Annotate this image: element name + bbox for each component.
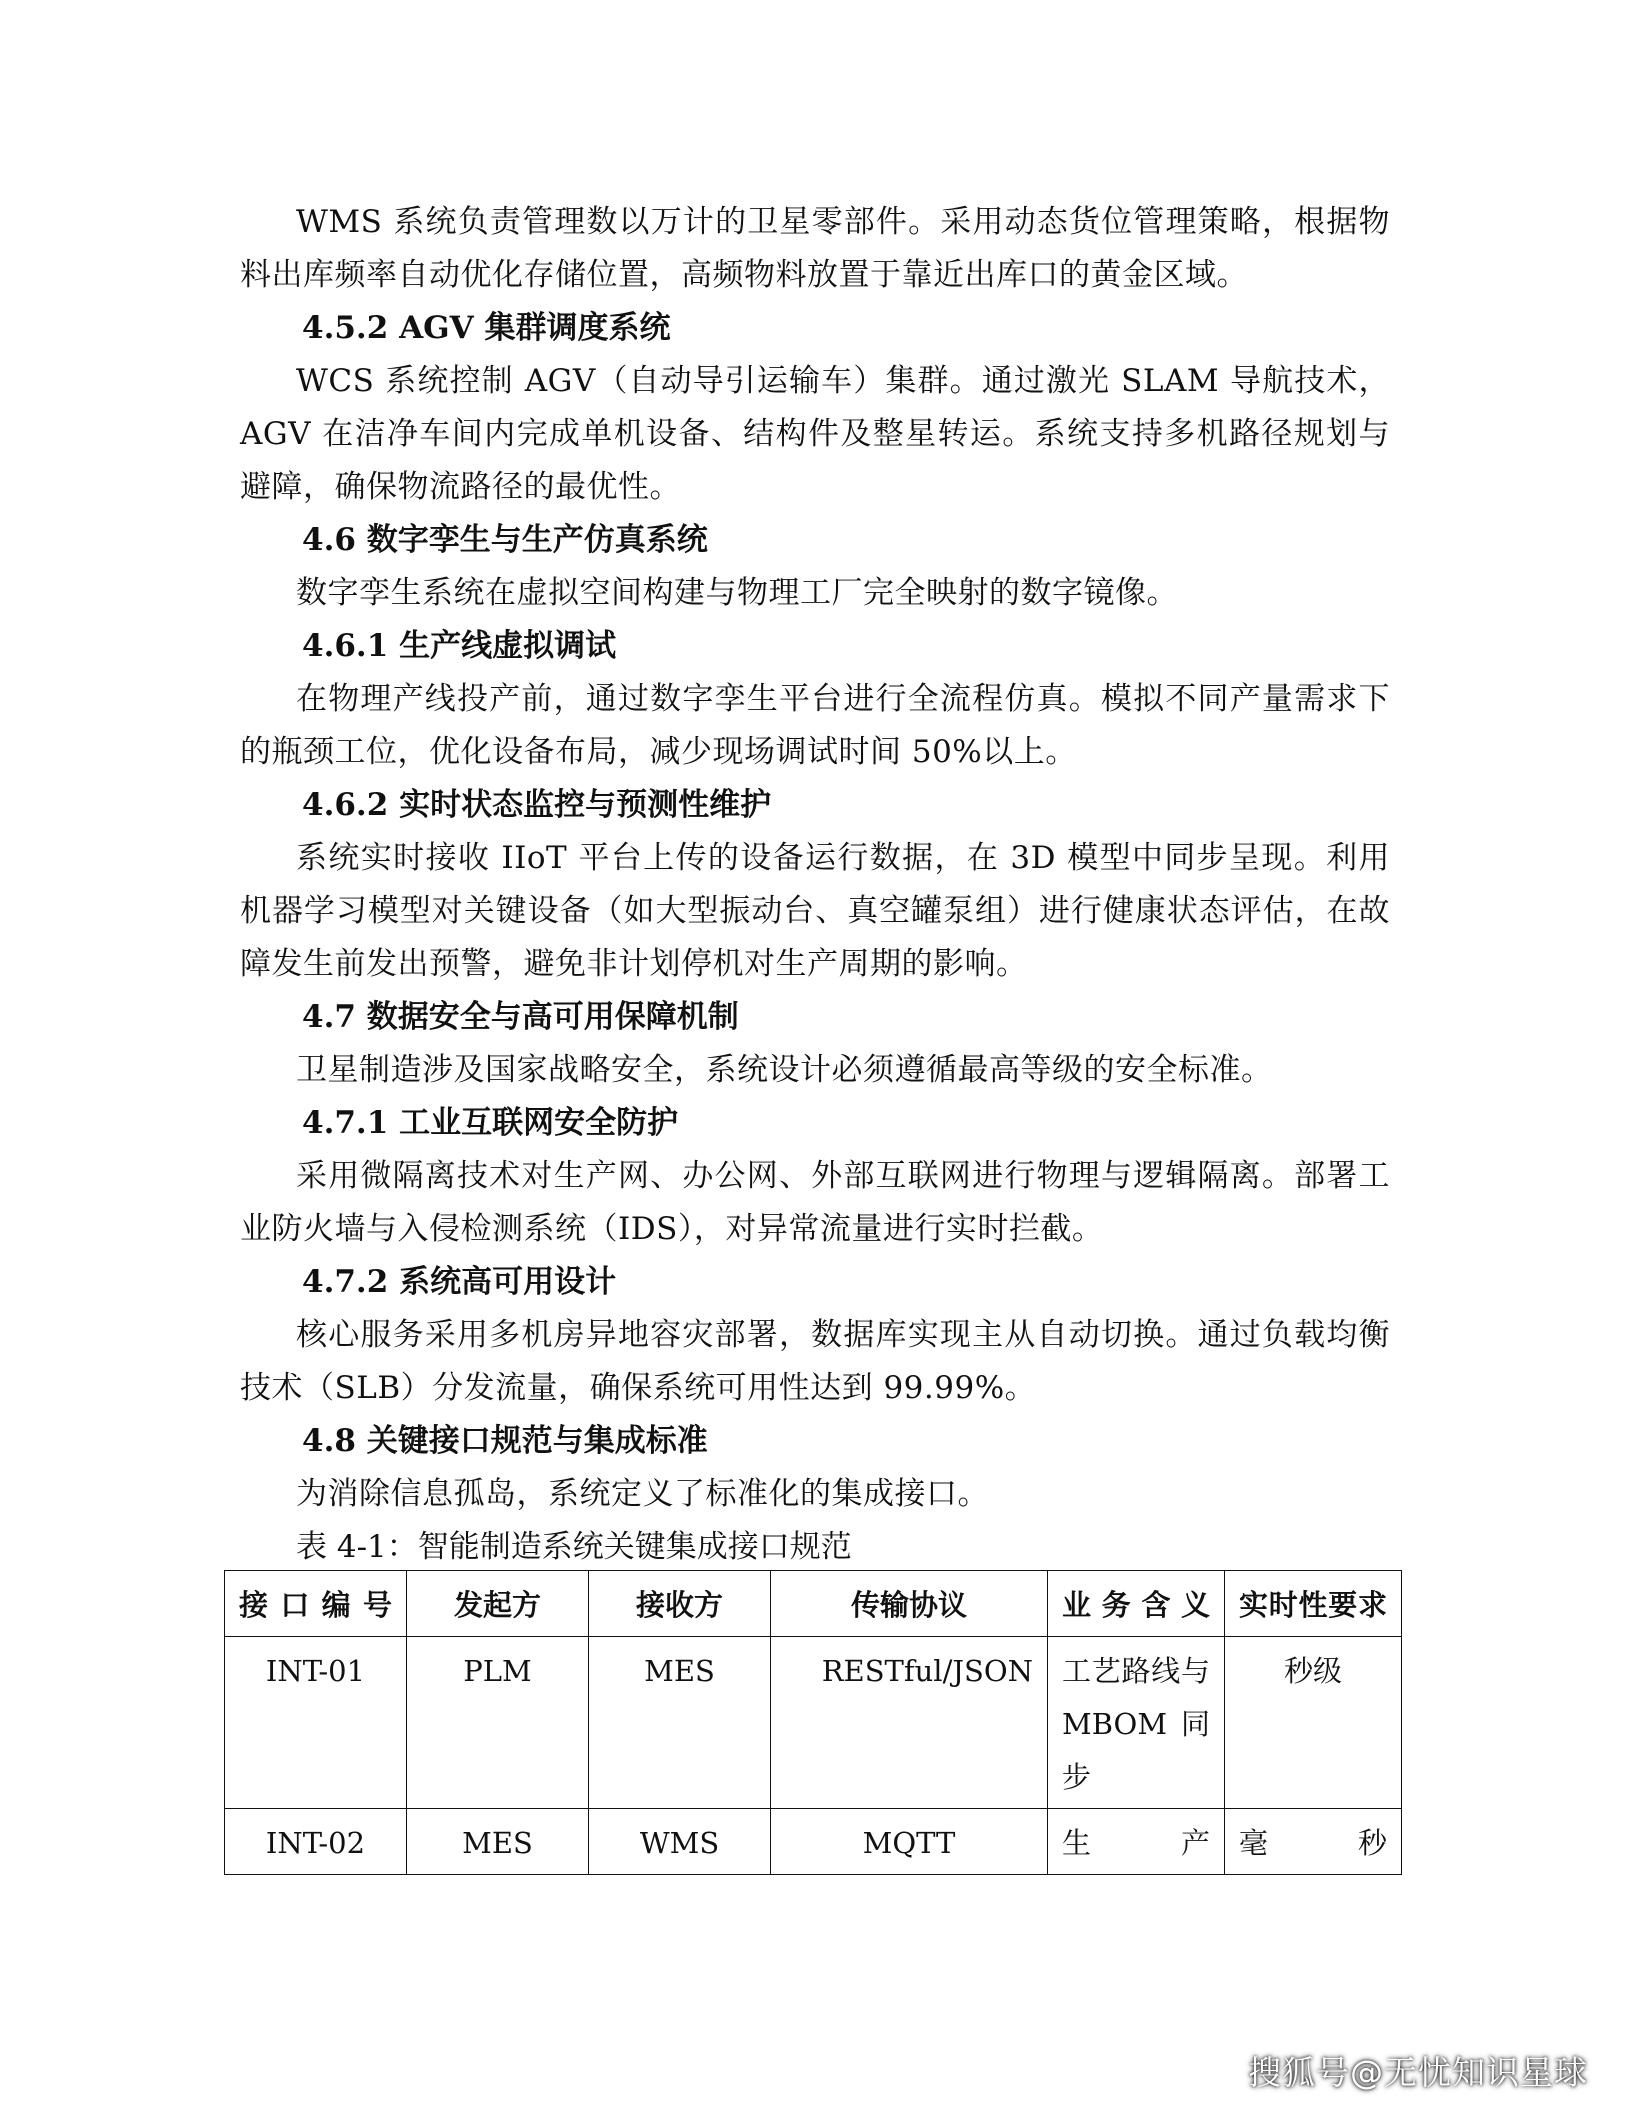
table-cell: WMS xyxy=(589,1809,771,1875)
table-cell: 秒级 xyxy=(1225,1637,1402,1809)
paragraph: 为消除信息孤岛，系统定义了标准化的集成接口。 xyxy=(296,1476,989,1512)
section-heading: 4.6.1 生产线虚拟调试 xyxy=(302,628,617,664)
header-cell: 接收方 xyxy=(589,1571,771,1637)
watermark: 搜狐号@无忧知识星球 xyxy=(1248,2053,1588,2092)
paragraph: 卫星制造涉及国家战略安全，系统设计必须遵循最高等级的安全标准。 xyxy=(296,1052,1273,1088)
table-row xyxy=(225,1637,1402,1809)
paragraph: WCS 系统控制 AGV（自动导引运输车）集群。通过激光 SLAM 导航技术，AGV 在洁净车间内完成单机设备、结构件及整星转运。系统支持多机路径规划与避障，确保物流路径的最优性。 xyxy=(240,363,1390,505)
paragraph: 数字孪生系统在虚拟空间构建与物理工厂完全映射的数字镜像。 xyxy=(296,575,1178,611)
table-cell: MES xyxy=(589,1637,771,1809)
table-cell: MES xyxy=(407,1809,589,1875)
header-cell: 接口编号 xyxy=(225,1571,407,1637)
table-cell: PLM xyxy=(407,1637,589,1809)
paragraph: 系统实时接收 IIoT 平台上传的设备运行数据，在 3D 模型中同步呈现。利用机器学习模型对关键设备（如大型振动台、真空罐泵组）进行健康状态评估，在故障发生前发出预警，避免非计划停机对生产周期的影响。 xyxy=(240,840,1390,982)
header-cell: 传输协议 xyxy=(771,1571,1048,1637)
table-header-row xyxy=(225,1571,1402,1637)
table-cell: MQTT xyxy=(771,1809,1048,1875)
document-body xyxy=(240,0,1390,1574)
section-heading: 4.7 数据安全与高可用保障机制 xyxy=(302,999,739,1035)
table-cell: 工艺路线与MBOM 同步 xyxy=(1048,1637,1225,1809)
section-heading: 4.8 关键接口规范与集成标准 xyxy=(302,1423,708,1459)
paragraph: WMS 系统负责管理数以万计的卫星零部件。采用动态货位管理策略，根据物料出库频率自动优化存储位置，高频物料放置于靠近出库口的黄金区域。 xyxy=(240,204,1390,293)
header-cell: 发起方 xyxy=(407,1571,589,1637)
section-heading: 4.7.1 工业互联网安全防护 xyxy=(302,1105,679,1141)
section-heading: 4.6.2 实时状态监控与预测性维护 xyxy=(302,787,772,823)
table-cell: 毫秒 xyxy=(1225,1809,1402,1875)
paragraph: 核心服务采用多机房异地容灾部署，数据库实现主从自动切换。通过负载均衡技术（SLB）分发流量，确保系统可用性达到 99.99%。 xyxy=(240,1317,1390,1406)
table-row xyxy=(225,1809,1402,1875)
header-cell: 业务含义 xyxy=(1048,1571,1225,1637)
table-cell: INT-01 xyxy=(225,1637,407,1809)
paragraph: 采用微隔离技术对生产网、办公网、外部互联网进行物理与逻辑隔离。部署工业防火墙与入侵检测系统（IDS），对异常流量进行实时拦截。 xyxy=(240,1158,1390,1247)
header-cell: 实时性要求 xyxy=(1225,1571,1402,1637)
section-heading: 4.7.2 系统高可用设计 xyxy=(302,1264,617,1300)
table-cell: INT-02 xyxy=(225,1809,407,1875)
table-cell: RESTful/JSON xyxy=(771,1637,1048,1809)
interface-spec-table xyxy=(224,1570,1402,1875)
paragraph: 在物理产线投产前，通过数字孪生平台进行全流程仿真。模拟不同产量需求下的瓶颈工位，优化设备布局，减少现场调试时间 50%以上。 xyxy=(240,681,1390,770)
table-cell: 生产 xyxy=(1048,1809,1225,1875)
table-caption: 表 4-1：智能制造系统关键集成接口规范 xyxy=(296,1529,852,1565)
section-heading: 4.6 数字孪生与生产仿真系统 xyxy=(302,522,708,558)
section-heading: 4.5.2 AGV 集群调度系统 xyxy=(302,310,671,346)
